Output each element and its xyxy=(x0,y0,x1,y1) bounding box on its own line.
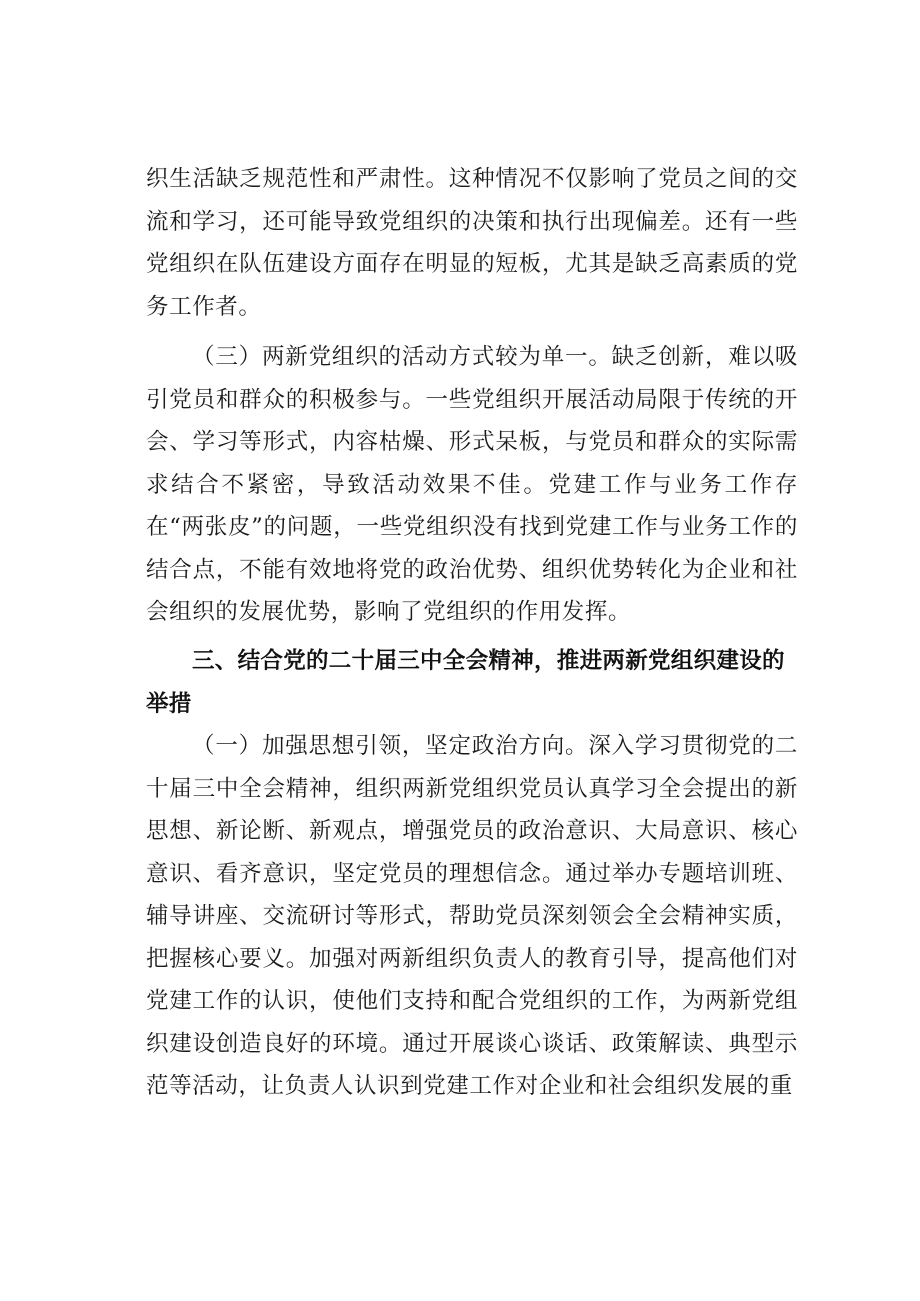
paragraph-continuation: 织生活缺乏规范性和严肃性。这种情况不仅影响了党员之间的交流和学习，还可能导致党组织的决策和执行出现偏差。还有一些党组织在队伍建设方面存在明显的短板，尤其是缺乏高素质的党务工作者。 xyxy=(146,166,798,320)
paragraph-section-three: （三）两新党组织的活动方式较为单一。缺乏创新，难以吸引党员和群众的积极参与。一些党组织开展活动局限于传统的开会、学习等形式，内容枯燥、形式呆板，与党员和群众的实际需求结合不紧密，导致活动效果不佳。党建工作与业务工作存在“两张皮”的问题，一些党组织没有找到党建工作与业务工作的结合点，不能有效地将党的政治优势、组织优势转化为企业和社会组织的发展优势，影响了党组织的作用发挥。 xyxy=(146,344,798,625)
section-heading: 三、结合党的二十届三中全会精神，推进两新党组织建设的举措 xyxy=(146,648,785,717)
paragraph-measure-one: （一）加强思想引领，坚定政治方向。深入学习贯彻党的二十届三中全会精神，组织两新党组织党员认真学习全会提出的新思想、新论断、新观点，增强党员的政治意识、大局意识、核心意识、看齐意识，坚定党员的理想信念。通过举办专题培训班、辅导讲座、交流研讨等形式，帮助党员深刻领会全会精神实质，把握核心要义。加强对两新组织负责人的教育引导，提高他们对党建工作的认识，使他们支持和配合党组织的工作，为两新党组织建设创造良好的环境。通过开展谈心谈话、政策解读、典型示范等活动，让负责人认识到党建工作对企业和社会组织发展的重 xyxy=(146,733,798,1099)
